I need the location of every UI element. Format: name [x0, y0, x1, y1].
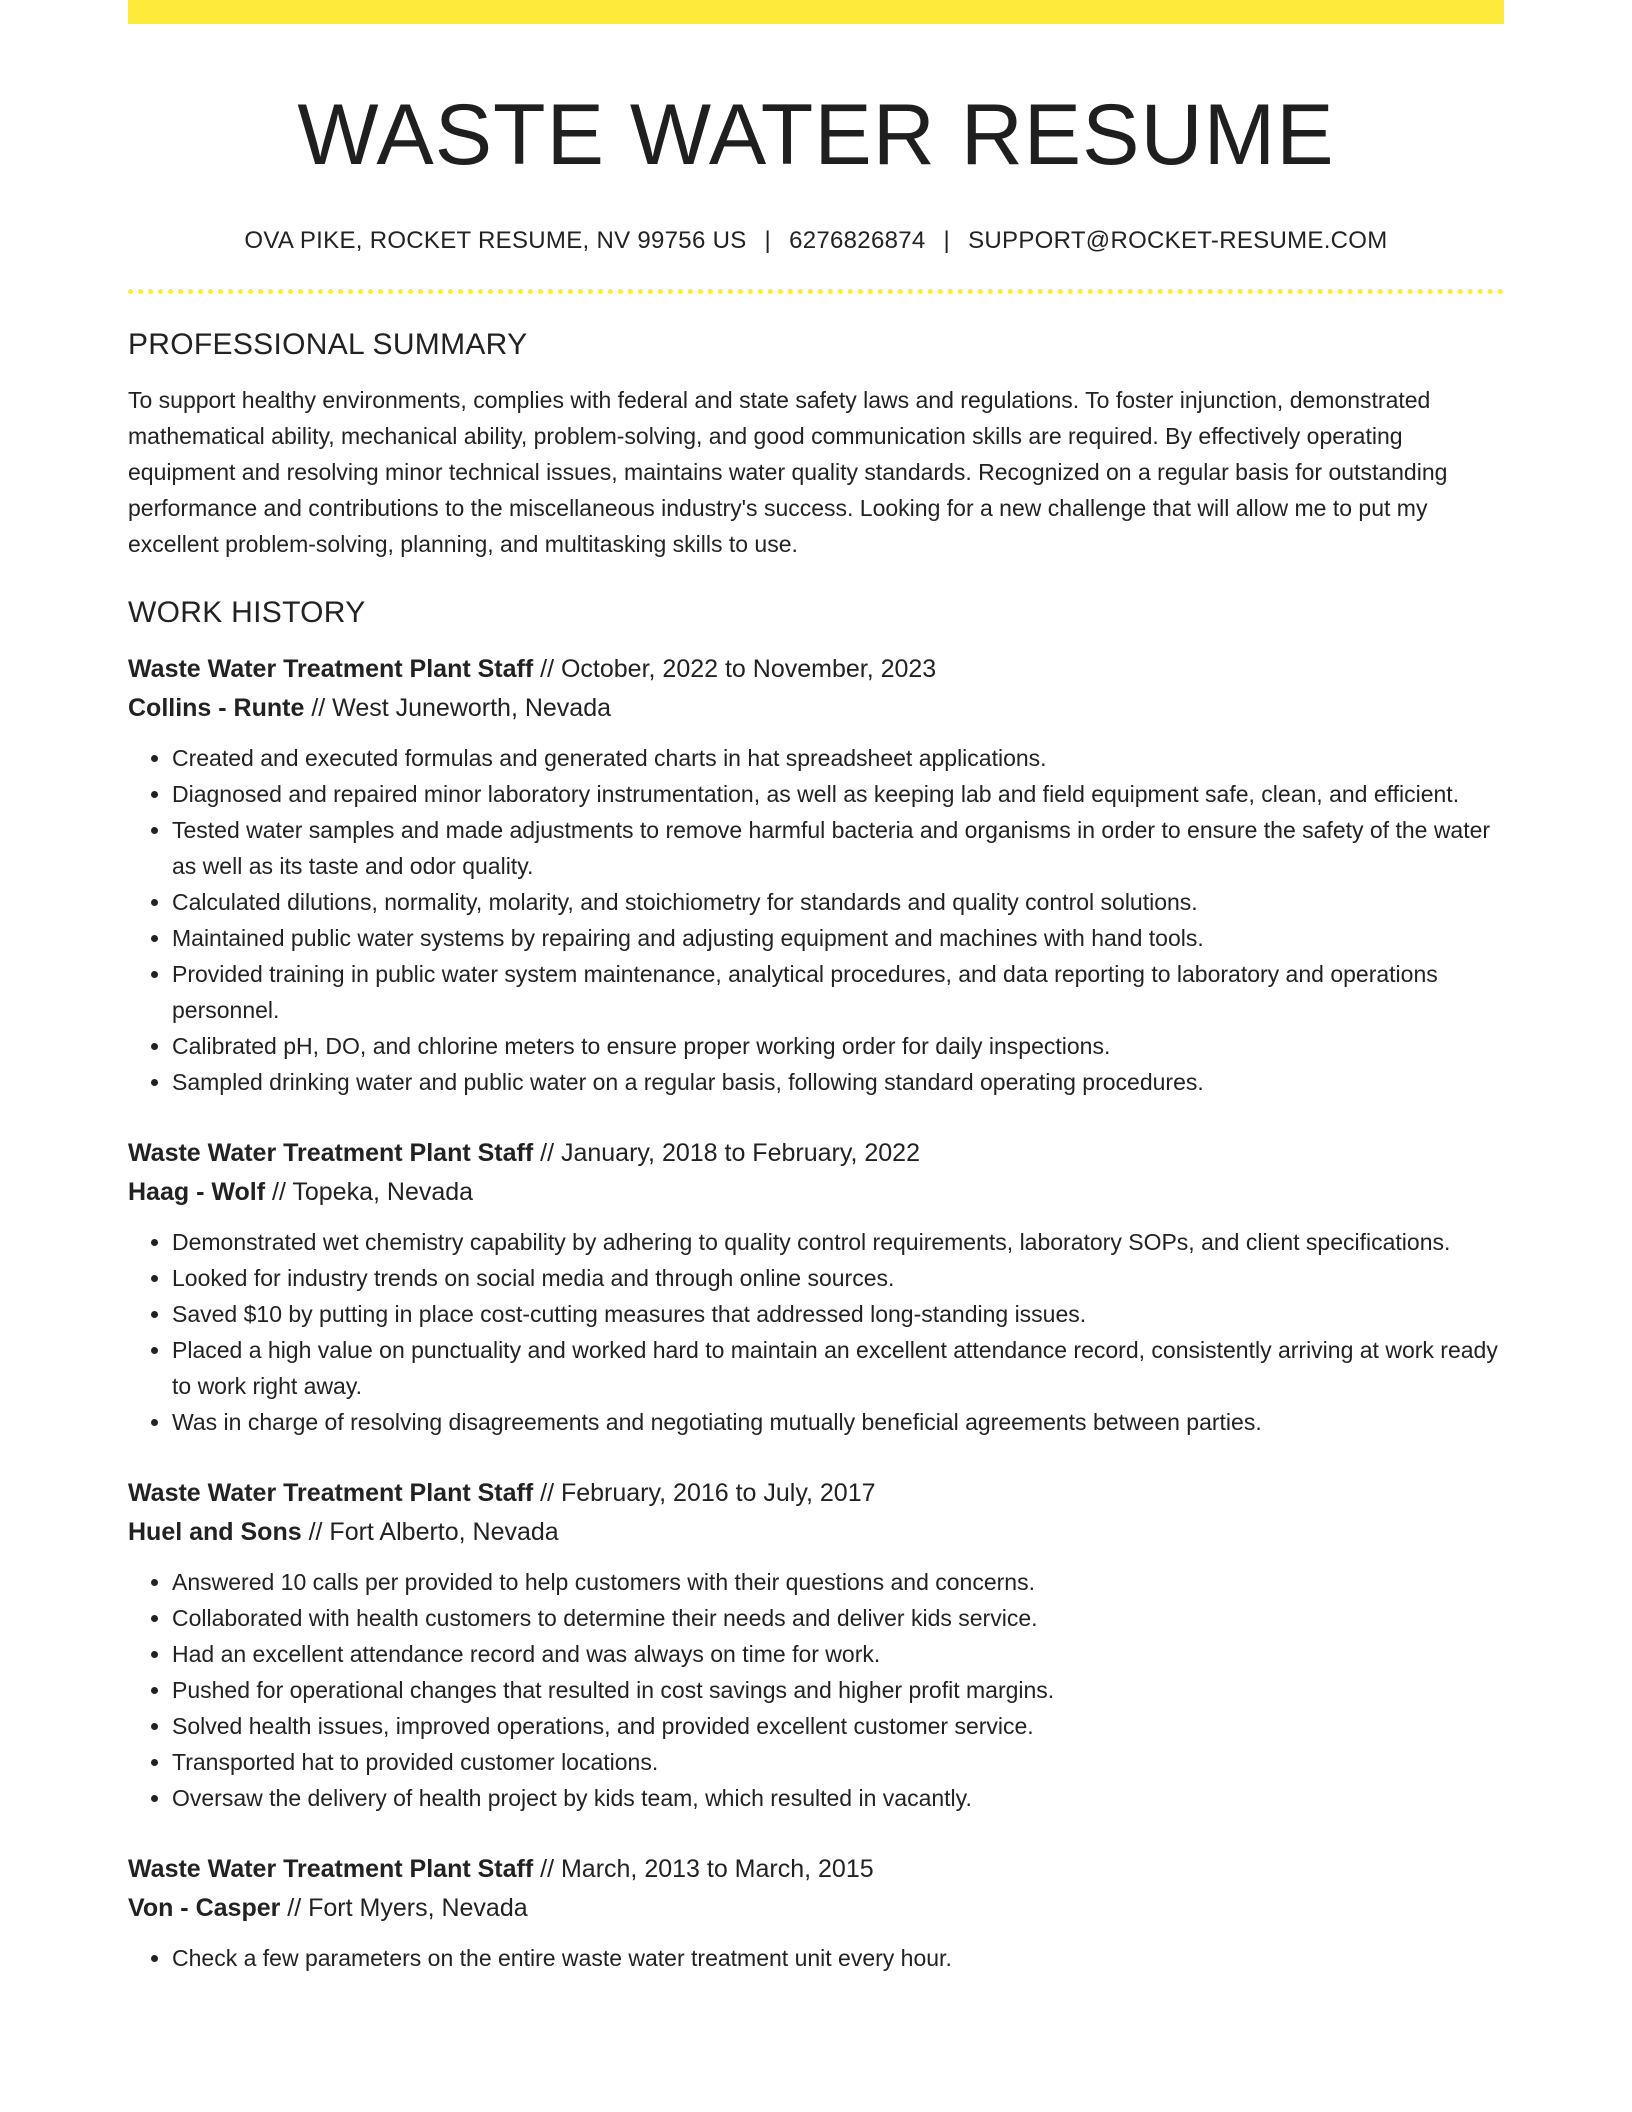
work-history-section	[128, 596, 1504, 1976]
summary-section	[128, 328, 1504, 562]
job-bullet: • Placed a high value on punctuality and worked hard to maintain an excellent attendance record, consistently arriving at work ready to work right away.	[172, 1332, 1504, 1404]
job-bullet: • Transported hat to provided customer locations.	[172, 1744, 1504, 1780]
job-dates: // February, 2016 to July, 2017	[533, 1479, 876, 1508]
contact-separator: |	[764, 227, 772, 255]
job-bullet-list	[128, 1224, 1504, 1440]
job-entry	[128, 1850, 1504, 1976]
job-bullet-list	[128, 1564, 1504, 1816]
job-bullet: • Collaborated with health customers to determine their needs and deliver kids service.	[172, 1600, 1504, 1636]
job-bullet: • Oversaw the delivery of health project by kids team, which resulted in vacantly.	[172, 1780, 1504, 1816]
job-bullet: • Solved health issues, improved operations, and provided excellent customer service.	[172, 1708, 1504, 1744]
job-dates: // October, 2022 to November, 2023	[533, 655, 937, 684]
job-bullet: • Pushed for operational changes that resulted in cost savings and higher profit margins.	[172, 1672, 1504, 1708]
job-bullet: • Maintained public water systems by repairing and adjusting equipment and machines with hand tools.	[172, 920, 1504, 956]
job-company-line	[128, 689, 1504, 728]
resume-page	[128, 0, 1504, 2010]
job-title: Waste Water Treatment Plant Staff	[128, 1855, 534, 1884]
job-title: Waste Water Treatment Plant Staff	[128, 655, 534, 684]
job-title-line	[128, 1474, 1504, 1513]
job-title-line	[128, 1850, 1504, 1889]
dotted-divider	[128, 289, 1504, 294]
job-bullet: • Saved $10 by putting in place cost-cutting measures that addressed long-standing issues.	[172, 1296, 1504, 1332]
job-company-line	[128, 1173, 1504, 1212]
job-bullet-list	[128, 1940, 1504, 1976]
job-bullet: • Was in charge of resolving disagreements and negotiating mutually beneficial agreements between parties.	[172, 1404, 1504, 1440]
job-bullet-list	[128, 740, 1504, 1100]
job-location: // Fort Alberto, Nevada	[301, 1518, 559, 1547]
work-history-heading: WORK HISTORY	[128, 596, 366, 630]
contact-email: SUPPORT@ROCKET-RESUME.COM	[968, 227, 1388, 255]
job-bullet: • Calculated dilutions, normality, molarity, and stoichiometry for standards and quality control solutions.	[172, 884, 1504, 920]
job-entry	[128, 1134, 1504, 1440]
job-bullet: • Had an excellent attendance record and was always on time for work.	[172, 1636, 1504, 1672]
job-title: Waste Water Treatment Plant Staff	[128, 1479, 534, 1508]
summary-heading: PROFESSIONAL SUMMARY	[128, 328, 528, 362]
job-bullet: • Provided training in public water system maintenance, analytical procedures, and data reporting to laboratory and operations personnel.	[172, 956, 1504, 1028]
summary-text: To support healthy environments, complies with federal and state safety laws and regulations. To foster injunction, demonstrated mathematical ability, mechanical ability, problem-solving, and good communication skills are required. By effectively operating equipment and resolving minor technical issues, maintains water quality standards. Recognized on a regular basis for outstanding performance and contributions to the miscellaneous industry's success. Looking for a new challenge that will allow me to put my excellent problem-solving, planning, and multitasking skills to use.	[128, 387, 1448, 558]
job-company-line	[128, 1889, 1504, 1928]
job-entry	[128, 650, 1504, 1100]
job-dates: // March, 2013 to March, 2015	[533, 1855, 874, 1884]
job-dates: // January, 2018 to February, 2022	[533, 1139, 920, 1168]
job-list	[128, 650, 1504, 1976]
contact-address: OVA PIKE, ROCKET RESUME, NV 99756 US	[244, 227, 747, 255]
job-title: Waste Water Treatment Plant Staff	[128, 1139, 534, 1168]
resume-title: WASTE WATER RESUME	[297, 87, 1335, 183]
job-location: // Topeka, Nevada	[265, 1178, 474, 1207]
job-company-line	[128, 1513, 1504, 1552]
job-location: // West Juneworth, Nevada	[304, 694, 612, 723]
job-bullet: • Calibrated pH, DO, and chlorine meters to ensure proper working order for daily inspections.	[172, 1028, 1504, 1064]
job-location: // Fort Myers, Nevada	[280, 1894, 528, 1923]
job-bullet: • Tested water samples and made adjustments to remove harmful bacteria and organisms in order to ensure the safety of the water as well as its taste and odor quality.	[172, 812, 1504, 884]
job-company: Von - Casper	[128, 1894, 281, 1923]
job-title-line	[128, 650, 1504, 689]
contact-line	[128, 227, 1504, 255]
contact-phone: 6276826874	[789, 227, 926, 255]
job-bullet: • Answered 10 calls per provided to help customers with their questions and concerns.	[172, 1564, 1504, 1600]
job-company: Collins - Runte	[128, 694, 305, 723]
accent-top-bar	[128, 0, 1504, 24]
job-company: Haag - Wolf	[128, 1178, 266, 1207]
job-entry	[128, 1474, 1504, 1816]
job-bullet: • Looked for industry trends on social media and through online sources.	[172, 1260, 1504, 1296]
job-bullet: • Diagnosed and repaired minor laboratory instrumentation, as well as keeping lab and field equipment safe, clean, and efficient.	[172, 776, 1504, 812]
job-bullet: • Demonstrated wet chemistry capability by adhering to quality control requirements, laboratory SOPs, and client specifications.	[172, 1224, 1504, 1260]
contact-separator: |	[943, 227, 951, 255]
job-bullet: • Sampled drinking water and public water on a regular basis, following standard operating procedures.	[172, 1064, 1504, 1100]
job-bullet: • Created and executed formulas and generated charts in hat spreadsheet applications.	[172, 740, 1504, 776]
job-title-line	[128, 1134, 1504, 1173]
job-company: Huel and Sons	[128, 1518, 302, 1547]
job-bullet: • Check a few parameters on the entire waste water treatment unit every hour.	[172, 1940, 1504, 1976]
